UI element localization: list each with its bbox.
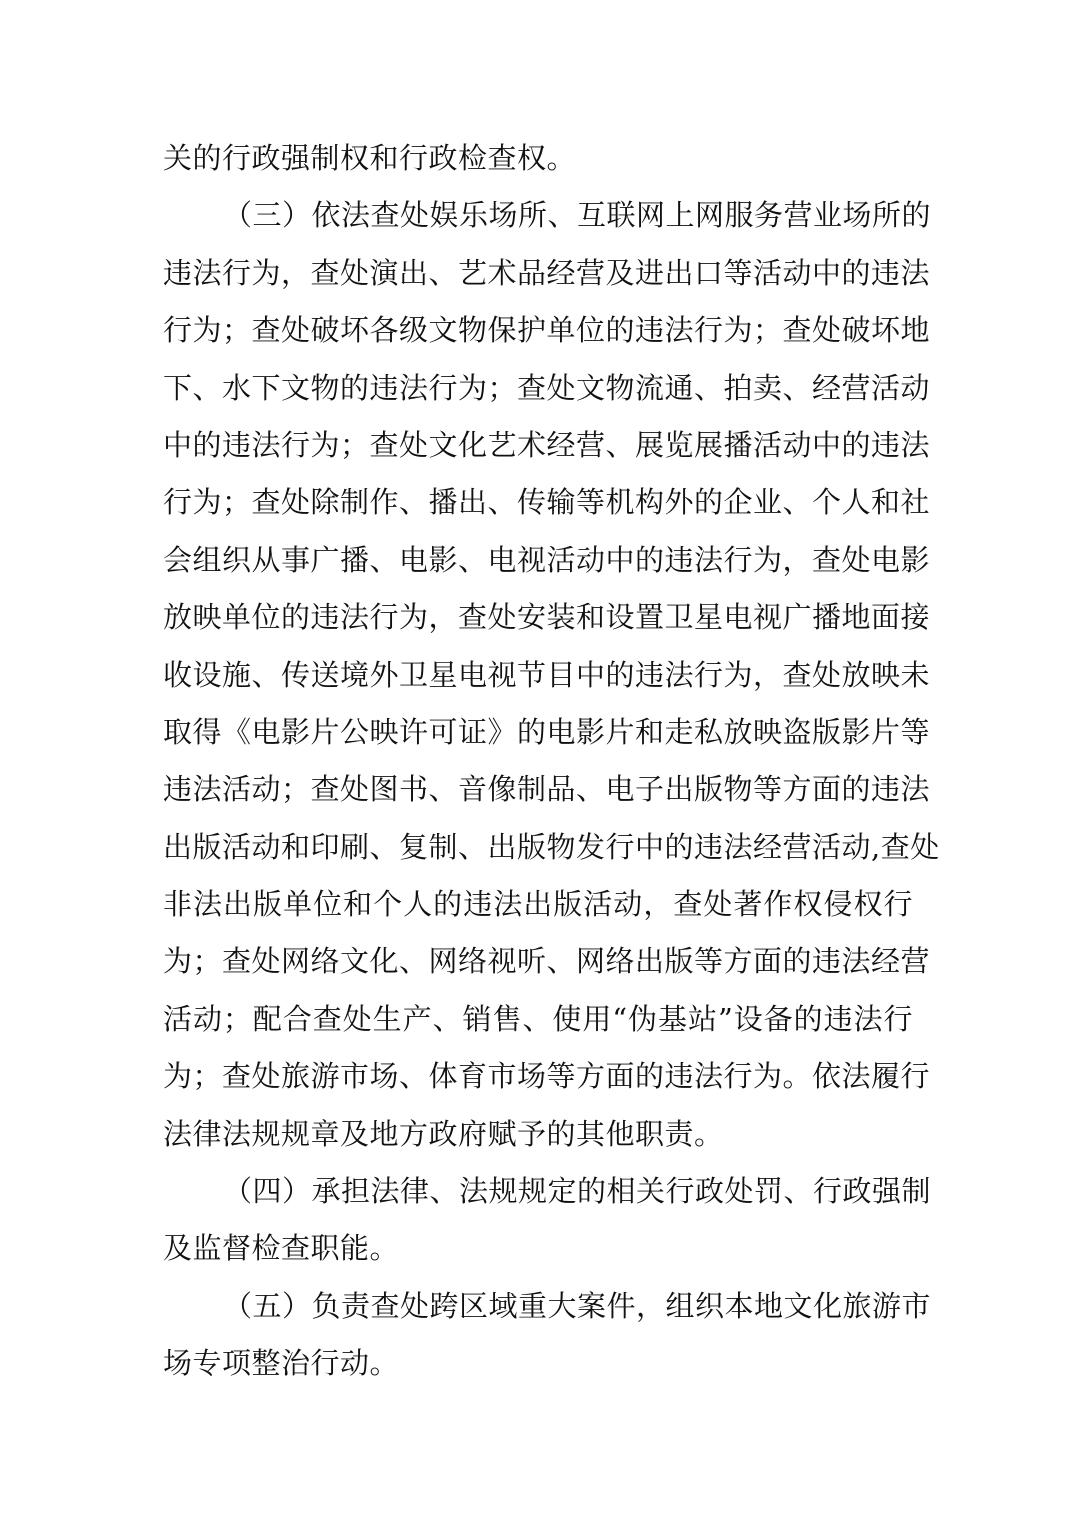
text-line: 为；查处旅游市场、体育市场等方面的违法行为。依法履行 xyxy=(163,1059,931,1094)
paragraph-4-start: （四）承担法律、法规规定的相关行政处罚、行政强制 xyxy=(223,1174,932,1209)
text-line: 法律法规规章及地方政府赋予的其他职责。 xyxy=(163,1116,724,1151)
text-line: 出版活动和印刷、复制、出版物发行中的违法经营活动,查处 xyxy=(163,829,940,864)
text-line: 放映单位的违法行为，查处安装和设置卫星电视广播地面接 xyxy=(163,600,931,635)
text-line: 非法出版单位和个人的违法出版活动，查处著作权侵权行 xyxy=(163,887,913,922)
text-line: 违法行为，查处演出、艺术品经营及进出口等活动中的违法 xyxy=(163,255,931,290)
text-line: 收设施、传送境外卫星电视节目中的违法行为，查处放映未 xyxy=(163,657,931,692)
text-line: 中的违法行为；查处文化艺术经营、展览展播活动中的违法 xyxy=(163,427,931,462)
text-line: 及监督检查职能。 xyxy=(163,1231,400,1266)
paragraph-3-start: （三）依法查处娱乐场所、互联网上网服务营业场所的 xyxy=(223,198,932,233)
text-line: 关的行政强制权和行政检查权。 xyxy=(163,141,577,175)
text-line: 会组织从事广播、电影、电视活动中的违法行为，查处电影 xyxy=(163,542,931,577)
text-line: 行为；查处破坏各级文物保护单位的违法行为；查处破坏地 xyxy=(163,313,931,348)
text-line: 场专项整治行动。 xyxy=(163,1346,400,1381)
text-line: 取得《电影片公映许可证》的电影片和走私放映盗版影片等 xyxy=(163,714,931,749)
paragraph-5-start: （五）负责查处跨区域重大案件，组织本地文化旅游市 xyxy=(223,1288,932,1323)
body-text xyxy=(163,130,940,1393)
text-line: 违法活动；查处图书、音像制品、电子出版物等方面的违法 xyxy=(163,772,931,807)
text-line: 行为；查处除制作、播出、传输等机构外的企业、个人和社 xyxy=(163,485,931,520)
text-line: 活动；配合查处生产、销售、使用“伪基站”设备的违法行 xyxy=(163,1001,913,1036)
text-line: 为；查处网络文化、网络视听、网络出版等方面的违法经营 xyxy=(163,944,931,979)
text-line: 下、水下文物的违法行为；查处文物流通、拍卖、经营活动 xyxy=(163,370,931,405)
